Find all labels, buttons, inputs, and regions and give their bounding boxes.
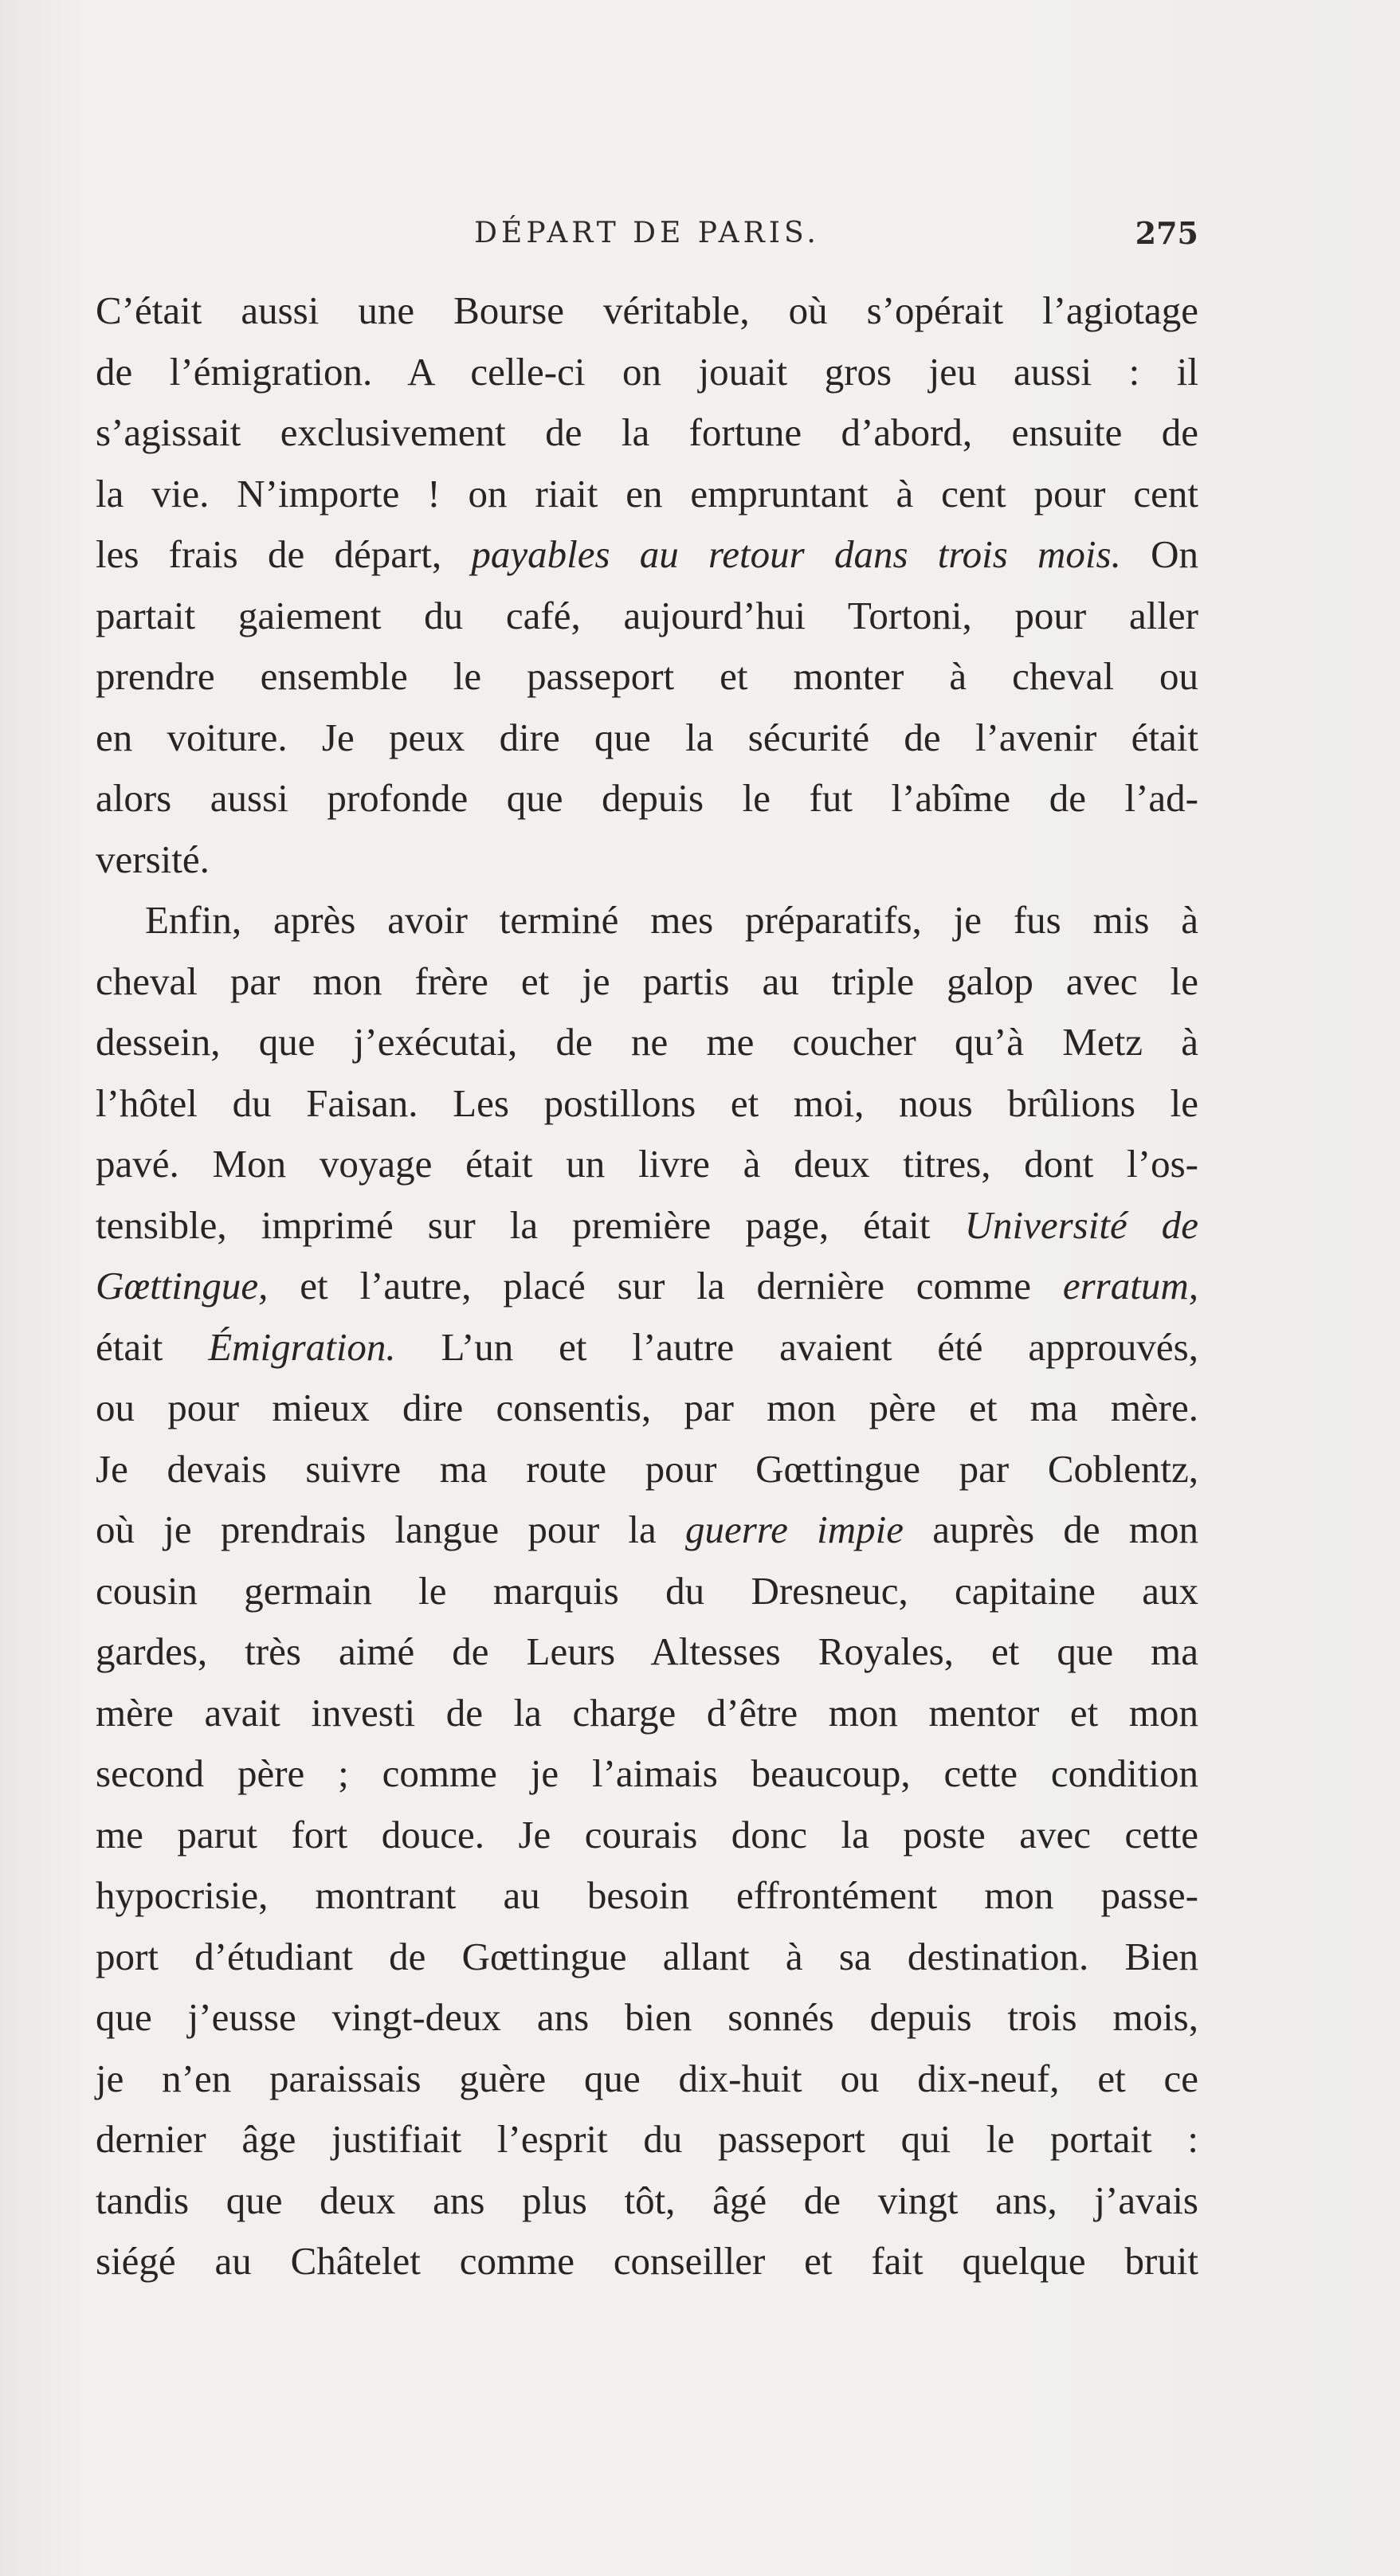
text-segment: et l’autre, placé sur la dernière comme: [268, 1264, 1063, 1308]
text-line: [96, 1195, 1198, 1257]
text-line: versité.: [96, 837, 210, 881]
text-line: l’hôtel du Faisan. Les postillons et moi, nous brûlions le: [96, 1080, 1198, 1125]
italic-segment: Émigration.: [208, 1324, 396, 1369]
text-line: pavé. Mon voyage était un livre à deux titres, dont l’os-: [96, 1142, 1198, 1186]
text-line: [96, 524, 1198, 586]
text-segment: L’un et l’autre avaient été approuvés,: [395, 1324, 1198, 1369]
body-text: [96, 280, 1198, 2292]
text-segment: tensible, imprimé sur la première page, était: [96, 1202, 965, 1247]
text-line: C’était aussi une Bourse véritable, où s’opérait l’agiotage: [96, 288, 1198, 332]
text-line: dessein, que j’exécutai, de ne me coucher qu’à Metz à: [96, 1020, 1198, 1064]
text-line: [96, 1500, 1198, 1561]
text-segment: auprès de mon: [903, 1508, 1199, 1551]
text-line: [96, 1317, 1198, 1378]
text-segment: les frais de départ,: [96, 532, 472, 576]
running-head: [96, 209, 1198, 257]
text-line: Je devais suivre ma route pour Gœttingue par Coblentz,: [96, 1446, 1198, 1491]
running-title: DÉPART DE PARIS.: [474, 217, 820, 249]
text-segment: où je prendrais langue pour la: [96, 1508, 686, 1551]
text-line: Enfin, après avoir terminé mes préparatifs, je fus mis à: [145, 898, 1198, 942]
text-line: me parut fort douce. Je courais donc la poste avec cette: [96, 1812, 1198, 1857]
text-line: en voiture. Je peux dire que la sécurité de l’avenir était: [96, 715, 1198, 759]
text-line: alors aussi profonde que depuis le fut l’abîme de l’ad-: [96, 776, 1198, 820]
text-line: la vie. N’importe ! on riait en empruntant à cent pour cent: [96, 471, 1198, 516]
text-line: [96, 1256, 1198, 1317]
text-segment: On: [1120, 532, 1198, 576]
italic-segment: erratum,: [1062, 1264, 1198, 1308]
text-line: mère avait investi de la charge d’être mon mentor et mon: [96, 1690, 1198, 1735]
text-line: ou pour mieux dire consentis, par mon père et ma mère.: [96, 1386, 1198, 1429]
text-line: de l’émigration. A celle-ci on jouait gros jeu aussi : il: [96, 349, 1198, 394]
text-line: hypocrisie, montrant au besoin effrontément mon passe-: [96, 1873, 1198, 1917]
italic-segment: guerre impie: [685, 1508, 904, 1551]
text-line: que j’eusse vingt-deux ans bien sonnés depuis trois mois,: [96, 1995, 1198, 2039]
text-line: cheval par mon frère et je partis au triple galop avec le: [96, 959, 1198, 1003]
text-line: prendre ensemble le passeport et monter à cheval ou: [96, 654, 1198, 698]
text-line: cousin germain le marquis du Dresneuc, capitaine aux: [96, 1568, 1198, 1613]
page-number: 275: [1135, 215, 1198, 251]
italic-segment: Gœttingue,: [96, 1264, 269, 1308]
text-line: gardes, très aimé de Leurs Altesses Royales, et que ma: [96, 1629, 1198, 1673]
text-line: s’agissait exclusivement de la fortune d’abord, ensuite de: [96, 410, 1198, 454]
text-line: je n’en paraissais guère que dix-huit ou dix-neuf, et ce: [96, 2056, 1198, 2100]
text-segment: était: [96, 1324, 209, 1369]
text-line: second père ; comme je l’aimais beaucoup, cette condition: [96, 1751, 1198, 1795]
italic-segment: payables au retour dans trois mois.: [471, 532, 1121, 576]
text-line: partait gaiement du café, aujourd’hui Tortoni, pour aller: [96, 593, 1198, 637]
text-line: port d’étudiant de Gœttingue allant à sa destination. Bien: [96, 1934, 1198, 1978]
text-line: dernier âge justifiait l’esprit du passeport qui le portait :: [96, 2117, 1198, 2161]
text-line: tandis que deux ans plus tôt, âgé de vingt ans, j’avais: [96, 2178, 1198, 2222]
italic-segment: Université de: [964, 1202, 1199, 1247]
text-line: siégé au Châtelet comme conseiller et fait quelque bruit: [96, 2239, 1198, 2283]
